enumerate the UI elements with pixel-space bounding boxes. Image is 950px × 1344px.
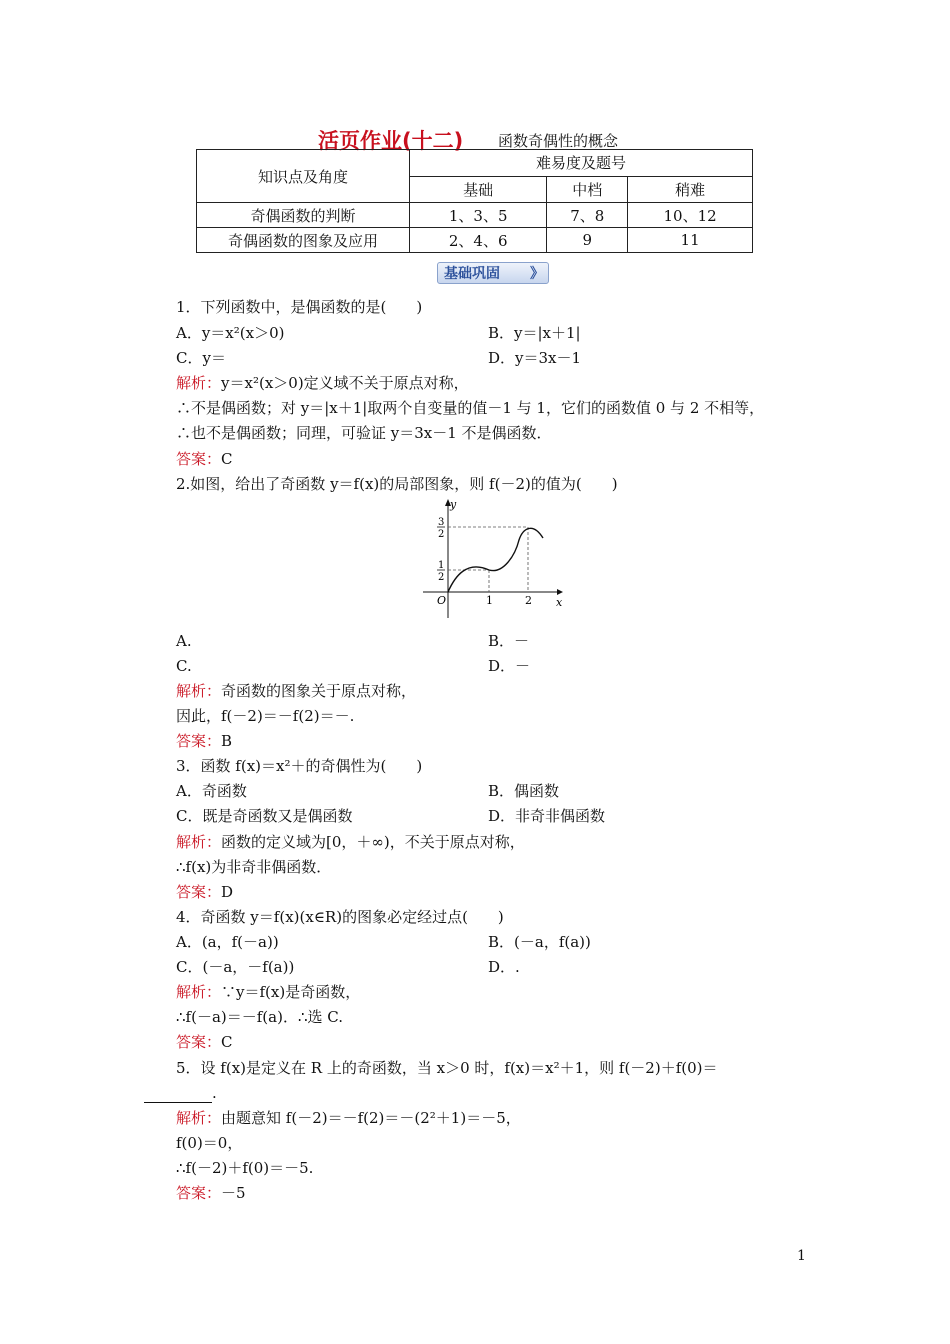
- answer-label: 答案：: [176, 1033, 222, 1051]
- q2-option-b: B．－: [488, 632, 530, 650]
- q1-analysis-3: ∴也不是偶函数；同理，可验证 y＝3x－1 不是偶函数．: [176, 424, 552, 442]
- y-tick-three-halves-num: 3: [438, 517, 445, 528]
- q1-option-c: C．y＝: [176, 349, 226, 367]
- q2-option-d: D．－: [488, 657, 531, 675]
- table-cell-topic: 奇偶函数的图象及应用: [197, 228, 410, 253]
- y-tick-three-halves-den: 2: [438, 529, 445, 540]
- answer-label: 答案：: [176, 883, 222, 901]
- q3-option-c: C．既是奇函数又是偶函数: [176, 807, 353, 825]
- q3-option-a: A．奇函数: [176, 782, 247, 800]
- chevron-right-icon: 》: [530, 266, 544, 282]
- function-curve: [448, 528, 543, 592]
- table-cell-medium: 9: [547, 228, 628, 253]
- difficulty-table: [196, 149, 753, 253]
- answer-label: 答案：: [176, 732, 222, 750]
- q4-option-a: A．(a，f(－a)): [176, 933, 279, 951]
- y-tick-half-den: 2: [438, 572, 445, 583]
- x-tick-2: 2: [525, 594, 532, 607]
- q4-answer-value: C: [221, 1033, 233, 1051]
- q1-answer: [176, 449, 233, 469]
- table-cell-medium: 7、8: [547, 203, 628, 228]
- q5-answer-value: －5: [221, 1184, 246, 1202]
- q5-analysis-1: 由题意知 f(－2)＝－f(2)＝－(2²＋1)＝－5，: [221, 1109, 521, 1127]
- table-header-medium: 中档: [547, 176, 628, 203]
- q2-stem: 2.如图，给出了奇函数 y＝f(x)的局部图象，则 f(－2)的值为( ): [176, 475, 618, 493]
- q3-analysis-2: ∴f(x)为非奇非偶函数．: [176, 858, 332, 876]
- q2-answer: [176, 731, 232, 751]
- q4-option-c: C．(－a，－f(a)): [176, 958, 295, 976]
- q2-answer-value: B: [221, 732, 233, 750]
- analysis-label: 解析：: [176, 1109, 222, 1127]
- y-tick-half-num: 1: [438, 560, 445, 571]
- q2-analysis: [176, 681, 416, 701]
- analysis-label: 解析：: [176, 374, 222, 392]
- q1-option-a: A．y＝x²(x＞0): [176, 324, 285, 342]
- q3-stem: 3．函数 f(x)＝x²＋的奇偶性为( ): [176, 757, 423, 775]
- analysis-label: 解析：: [176, 983, 222, 1001]
- table-cell-hard: 11: [628, 228, 753, 253]
- table-header-difficulty: 难易度及题号: [410, 150, 753, 177]
- page-subtitle: 函数奇偶性的概念: [498, 132, 619, 150]
- q1-option-b: B．y＝|x＋1|: [488, 324, 581, 342]
- q4-answer: [176, 1032, 233, 1052]
- answer-label: 答案：: [176, 1184, 222, 1202]
- y-axis-label: y: [450, 498, 457, 511]
- q3-answer-value: D: [221, 883, 234, 901]
- q3-answer: [176, 882, 233, 902]
- table-cell-basic: 1、3、5: [410, 203, 547, 228]
- page-title: 活页作业(十二): [318, 129, 464, 153]
- q3-option-b: B．偶函数: [488, 782, 560, 800]
- q1-analysis-2: ∴不是偶函数；对 y＝|x＋1|取两个自变量的值－1 与 1，它们的函数值 0 与 2 不相等，: [176, 399, 765, 417]
- x-tick-1: 1: [486, 594, 493, 607]
- page-number: 1: [797, 1248, 806, 1264]
- table-cell-basic: 2、4、6: [410, 228, 547, 253]
- q4-analysis-2: ∴f(－a)＝－f(a)．∴选 C.: [176, 1008, 343, 1026]
- table-cell-topic: 奇偶函数的判断: [197, 203, 410, 228]
- q3-analysis-1: 函数的定义域为[0，＋∞)，不关于原点对称，: [221, 833, 525, 851]
- q4-analysis: [176, 982, 360, 1002]
- q5-blank-line: [144, 1083, 217, 1103]
- q4-stem: 4．奇函数 y＝f(x)(x∈R)的图象必定经过点( ): [176, 908, 504, 926]
- q4-analysis-1: ∵y＝f(x)是奇函数，: [221, 983, 361, 1001]
- q5-stem: 5．设 f(x)是定义在 R 上的奇函数，当 x＞0 时，f(x)＝x²＋1，则 f(－2)＋f(0)＝: [176, 1059, 718, 1077]
- section-badge: [437, 262, 549, 284]
- q3-analysis: [176, 832, 525, 852]
- table-row: [197, 228, 753, 253]
- q1-answer-value: C: [221, 450, 233, 468]
- section-badge-label: 基础巩固: [444, 266, 500, 282]
- function-graph: [415, 496, 565, 622]
- x-axis-label: x: [556, 596, 563, 609]
- analysis-label: 解析：: [176, 682, 222, 700]
- q2-analysis-1: 奇函数的图象关于原点对称，: [221, 682, 417, 700]
- q5-analysis-3: ∴f(－2)＋f(0)＝－5.: [176, 1159, 314, 1177]
- table-header-topic: 知识点及角度: [197, 150, 410, 203]
- q3-option-d: D．非奇非偶函数: [488, 807, 606, 825]
- origin-label: O: [437, 594, 447, 607]
- x-axis-arrow-icon: [557, 589, 563, 595]
- q5-answer: [176, 1183, 246, 1203]
- answer-blank: [144, 1088, 212, 1103]
- answer-label: 答案：: [176, 450, 222, 468]
- q1-analysis: [176, 373, 469, 393]
- q2-option-a: A.: [176, 632, 192, 650]
- q4-option-d: D．.: [488, 958, 520, 976]
- q1-stem: 1．下列函数中，是偶函数的是( ): [176, 298, 423, 316]
- table-row: [197, 203, 753, 228]
- analysis-label: 解析：: [176, 833, 222, 851]
- table-cell-hard: 10、12: [628, 203, 753, 228]
- table-header-basic: 基础: [410, 176, 547, 203]
- q1-analysis-1: y＝x²(x＞0)定义域不关于原点对称，: [221, 374, 469, 392]
- q5-analysis-2: f(0)＝0，: [176, 1134, 243, 1152]
- table-header-hard: 稍难: [628, 176, 753, 203]
- q5-analysis: [176, 1108, 521, 1128]
- q4-option-b: B．(－a，f(a)): [488, 933, 591, 951]
- q2-analysis-2: 因此，f(－2)＝－f(2)＝－.: [176, 707, 355, 725]
- q2-option-c: C.: [176, 657, 192, 675]
- q1-option-d: D．y＝3x－1: [488, 349, 582, 367]
- q5-stem-end: .: [212, 1084, 217, 1102]
